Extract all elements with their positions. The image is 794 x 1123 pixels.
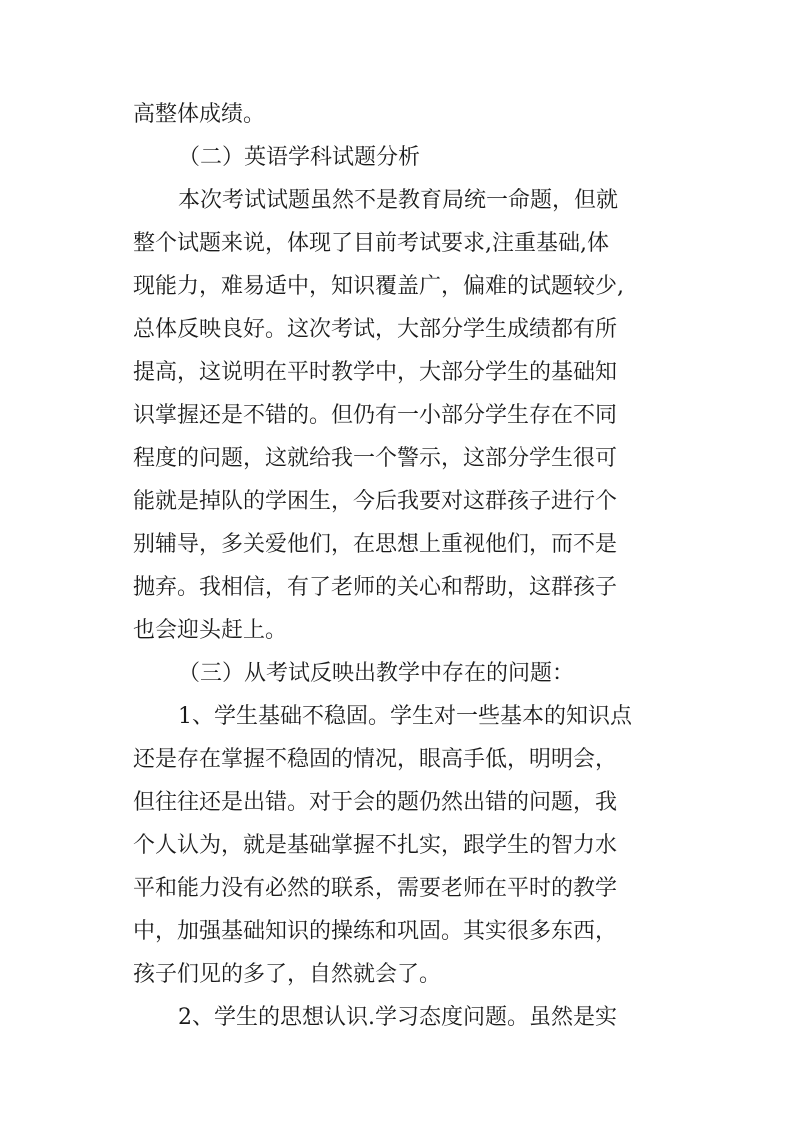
text-line-16: 还是存在掌握不稳固的情况，眼高手低，明明会， bbox=[133, 747, 618, 772]
section-heading-english-analysis: （二）英语学科试题分析 bbox=[178, 145, 421, 170]
text-line-17: 但往往还是出错。对于会的题仍然出错的问题，我 bbox=[133, 790, 618, 815]
text-line-7: 提高，这说明在平时教学中，大部分学生的基础知 bbox=[133, 360, 618, 385]
text-line-18: 个人认为，就是基础掌握不扎实，跟学生的智力水 bbox=[133, 833, 618, 858]
section-heading-teaching-problems: （三）从考试反映出教学中存在的问题： bbox=[178, 661, 575, 686]
text-line-20: 中，加强基础知识的操练和巩固。其实很多东西， bbox=[133, 919, 618, 944]
text-line-3: 本次考试试题虽然不是教育局统一命题，但就 bbox=[178, 188, 619, 213]
text-line-1: 高整体成绩。 bbox=[133, 102, 266, 127]
text-line-11: 别辅导，多关爱他们，在思想上重视他们，而不是 bbox=[133, 532, 618, 557]
text-line-8: 识掌握还是不错的。但仍有一小部分学生存在不同 bbox=[133, 403, 618, 428]
text-line-13: 也会迎头赶上。 bbox=[133, 618, 288, 643]
text-line-21: 孩子们见的多了，自然就会了。 bbox=[133, 962, 442, 987]
text-line-19: 平和能力没有必然的联系，需要老师在平时的教学 bbox=[133, 876, 618, 901]
text-line-22: 2、学生的思想认识.学习态度问题。虽然是实 bbox=[178, 1005, 617, 1030]
text-line-5: 现能力，难易适中，知识覆盖广，偏难的试题较少, bbox=[133, 274, 624, 299]
text-line-9: 程度的问题，这就给我一个警示，这部分学生很可 bbox=[133, 446, 618, 471]
text-line-4: 整个试题来说，体现了目前考试要求,注重基础,体 bbox=[133, 231, 609, 256]
text-line-10: 能就是掉队的学困生，今后我要对这群孩子进行个 bbox=[133, 489, 618, 514]
text-line-12: 抛弃。我相信，有了老师的关心和帮助，这群孩子 bbox=[133, 575, 618, 600]
text-line-15: 1、学生基础不稳固。学生对一些基本的知识点 bbox=[178, 704, 632, 729]
text-line-6: 总体反映良好。这次考试，大部分学生成绩都有所 bbox=[133, 317, 618, 342]
